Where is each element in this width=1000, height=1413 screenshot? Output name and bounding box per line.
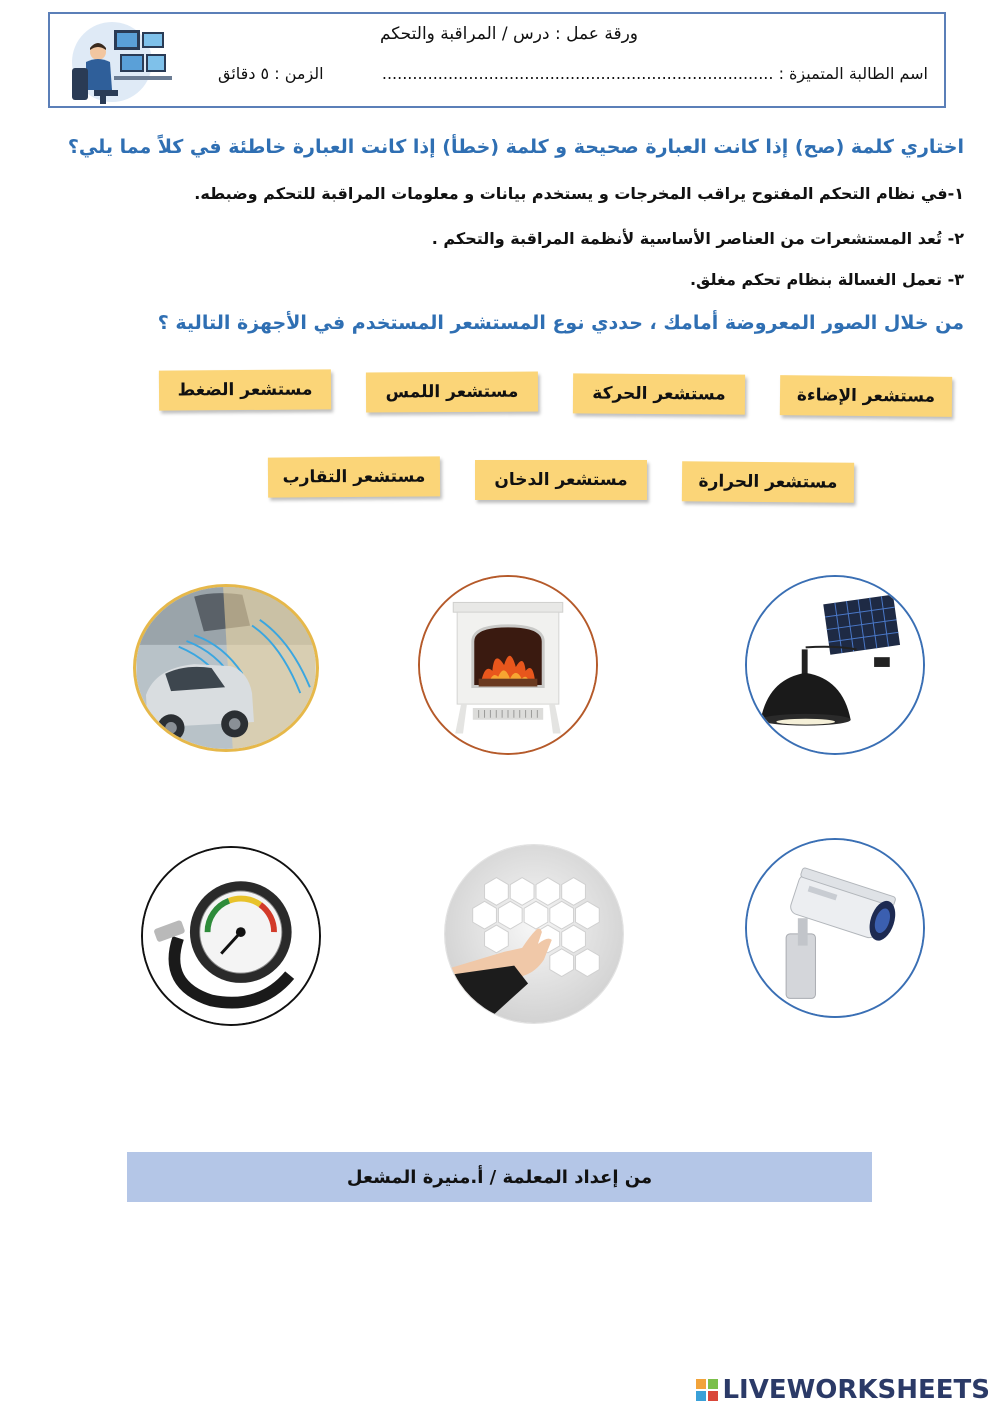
statement-1: ١-في نظام التحكم المفتوح يراقب المخرجات و يستخدم بيانات و معلومات المراقبة للتحكم وضبطه. <box>194 184 964 203</box>
security-camera-icon <box>745 838 925 1018</box>
statement-2: ٢- تُعد المستشعرات من العناصر الأساسية لأنظمة المراقبة والتحكم . <box>431 229 964 248</box>
fireplace-heater-icon <box>418 575 598 755</box>
time-label: الزمن : ٥ دقائق <box>218 64 324 83</box>
question2-title: من خلال الصور المعروضة أمامك ، حددي نوع المستشعر المستخدم في الأجهزة التالية ؟ <box>157 312 964 334</box>
chip-touch-sensor[interactable]: مستشعر اللمس <box>366 372 538 413</box>
chip-proximity-sensor[interactable]: مستشعر التقارب <box>268 456 440 497</box>
chip-heat-sensor[interactable]: مستشعر الحرارة <box>682 461 854 502</box>
liveworksheets-logo-icon <box>696 1379 718 1401</box>
worksheet-header <box>48 12 946 108</box>
parking-car-sensor-icon <box>133 584 319 752</box>
question1-title: اختاري كلمة (صح) إذا كانت العبارة صحيحة و كلمة (خطأ) إذا كانت العبارة خاطئة في كلاً مما يلي؟ <box>67 136 964 158</box>
chip-smoke-sensor[interactable]: مستشعر الدخان <box>475 460 647 500</box>
statement-3: ٣- تعمل الغسالة بنظام تحكم مغلق. <box>689 270 964 289</box>
brand-name: LIVEWORKSHEETS <box>722 1375 990 1405</box>
chip-light-sensor[interactable]: مستشعر الإضاءة <box>780 375 952 417</box>
worksheet-title: ورقة عمل : درس / المراقبة والتحكم <box>379 24 638 44</box>
brand-watermark <box>696 1375 990 1405</box>
touch-panel-hand-icon <box>444 844 624 1024</box>
teacher-credit: من إعداد المعلمة / أ.منيرة المشعل <box>127 1152 872 1202</box>
pressure-gauge-icon <box>141 846 321 1026</box>
chip-pressure-sensor[interactable]: مستشعر الضغط <box>159 369 331 410</box>
computer-operator-icon <box>64 18 174 106</box>
chip-motion-sensor[interactable]: مستشعر الحركة <box>573 373 745 414</box>
solar-lamp-icon <box>745 575 925 755</box>
student-name-field[interactable]: اسم الطالبة المتميزة : ............................................................................. <box>381 64 928 83</box>
